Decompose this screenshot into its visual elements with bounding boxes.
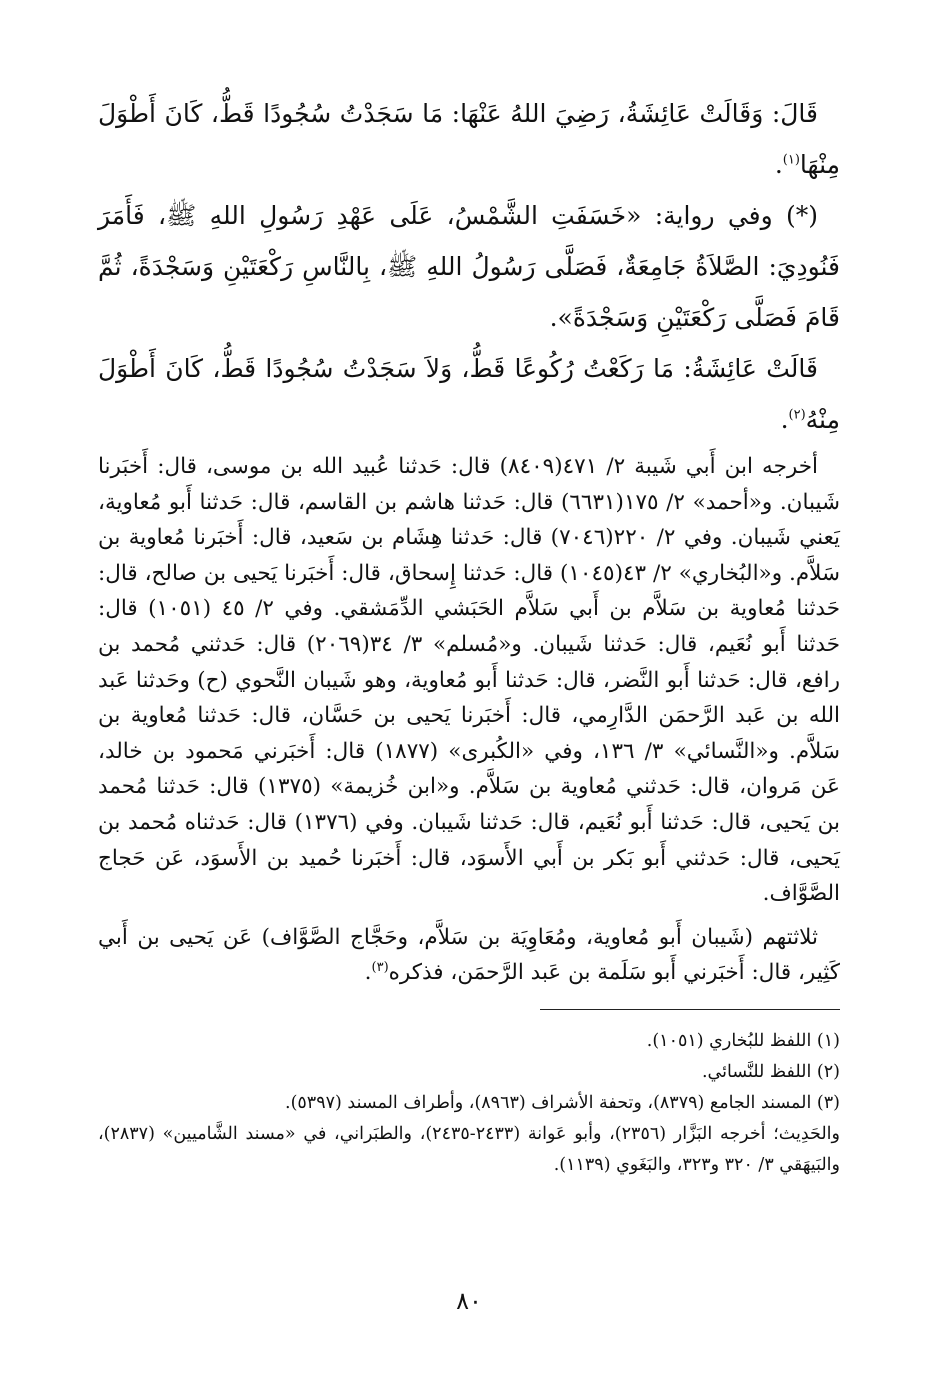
- hadith-text-1-body: قَالَ: وَقَالَتْ عَائِشَةُ، رَضِيَ اللهُ عَنْهَا: مَا سَجَدْتُ سُجُودًا قَطُّ، كَانَ أَطْوَلَ مِنْهَا: [98, 99, 840, 179]
- footnote-divider: [540, 1009, 840, 1010]
- hadith-text-2-end: .: [780, 405, 789, 434]
- footnote-1: (١) اللفظ للبُخاري (١٠٥١).: [646, 1030, 840, 1051]
- hadith-text-2-body: قَالَتْ عَائِشَةُ: مَا رَكَعْتُ رُكُوعًا قَطُّ، وَلاَ سَجَدْتُ سُجُودًا قَطُّ، كَانَ أَطْوَلَ مِنْهُ: [98, 354, 840, 434]
- hadith-text-1: [98, 88, 840, 190]
- hadith-text-2: [98, 343, 840, 445]
- takhrij-summary: [98, 920, 840, 991]
- page-body: [98, 88, 840, 1181]
- hadith-narration-variant: (*) وفي رواية: «خَسَفَتِ الشَّمْسُ، عَلَى عَهْدِ رَسُولِ اللهِ ﷺ، فَأَمَرَ فَنُودِيَ: الصَّلاَةُ جَامِعَةٌ، فَصَلَّى رَسُولُ اللهِ ﷺ، بِالنَّاسِ رَكْعَتَيْنِ وَسَجْدَةً، ثُمَّ قَامَ فَصَلَّى رَكْعَتَيْنِ وَسَجْدَةً».: [98, 201, 840, 332]
- takhrij-summary-body: ثلاثتهم (شَيبان أَبو مُعاوية، ومُعَاوِيَة بن سَلاَّم، وحَجَّاج الصَّوَّاف) عَن يَحيى بن أَبي كَثِير، قال: أَخبَرني أَبو سَلَمة بن عَبد الرَّحمَن، فذكره: [98, 924, 840, 986]
- footnote-ref-2: (٢): [788, 407, 806, 423]
- footnote-2: (٢) اللفظ للنَّسائي.: [701, 1061, 840, 1082]
- takhrij-summary-end: .: [364, 960, 372, 986]
- hadith-text-1-end: .: [774, 150, 783, 179]
- footnote-ref-3: (٣): [371, 960, 389, 976]
- footnote-3-continuation: والحَدِيث؛ أخرجه البَزَّار (٢٣٥٦)، وأبو عَوانة (٢٤٣٣-٢٤٣٥)، والطبَراني، في «مسند الشَّاميين» (٢٨٣٧)، والبَيهَقي ٣/ ٣٢٠ و٣٢٣، والبَغَوي (١١٣٩).: [98, 1123, 840, 1175]
- takhrij-paragraph: أخرجه ابن أَبي شَيبة ٢/ ٤٧١(٨٤٠٩) قال: حَدثنا عُبيد الله بن موسى، قال: أَخبَرنا شَيبان. و«أحمد» ٢/ ١٧٥(٦٦٣١) قال: حَدثنا هاشم بن القاسم، قال: حَدثنا أَبو مُعاوية، يَعني شَيبان. وفي ٢/ ٢٢٠(٧٠٤٦) قال: حَدثنا هِشَام بن سَعيد، قال: أَخبَرنا مُعاوية بن سَلاَّم. و«البُخاري» ٢/ ٤٣(١٠٤٥) قال: حَدثنا إِسحاق، قال: أَخبَرنا يَحيى بن صالح، قال: حَدثنا مُعاوية بن سَلاَّم بن أَبي سَلاَّم الحَبَشي الدِّمَشقي. وفي ٢/ ٤٥ (١٠٥١) قال: حَدثنا أَبو نُعَيم، قال: حَدثنا شَيبان. و«مُسلم» ٣/ ٣٤(٢٠٦٩) قال: حَدثني مُحمد بن رافع، قال: حَدثنا أَبو النَّضر، قال: حَدثنا أَبو مُعاوية، وهو شَيبان النَّحوي (ح) وحَدثنا عَبد الله بن عَبد الرَّحمَن الدَّارِمي، قال: أَخبَرنا يَحيى بن حَسَّان، قال: حَدثنا مُعاوية بن سَلاَّم. و«النَّسائي» ٣/ ١٣٦، وفي «الكُبرى» (١٨٧٧) قال: أَخبَرني مَحمود بن خالد، عَن مَروان، قال: حَدثني مُعاوية بن سَلاَّم. و«ابن خُزيمة» (١٣٧٥) قال: حَدثنا مُحمد بن يَحيى، قال: حَدثنا أَبو نُعَيم، قال: حَدثنا شَيبان. وفي (١٣٧٦) قال: حَدثناه مُحمد بن يَحيى، قال: حَدثني أَبو بَكر بن أَبي الأَسوَد، قال: أَخبَرنا حُميد بن الأَسوَد، عَن حَجاج الصَّوَّاف.: [98, 454, 841, 907]
- footnote-ref-1: (١): [782, 152, 800, 168]
- footnote-3: (٣) المسند الجامع (٨٣٧٩)، وتحفة الأشراف (٨٩٦٣)، وأطراف المسند (٥٣٩٧).: [285, 1092, 840, 1113]
- footnotes: [98, 1026, 840, 1181]
- page-number: ٨٠: [456, 1287, 482, 1315]
